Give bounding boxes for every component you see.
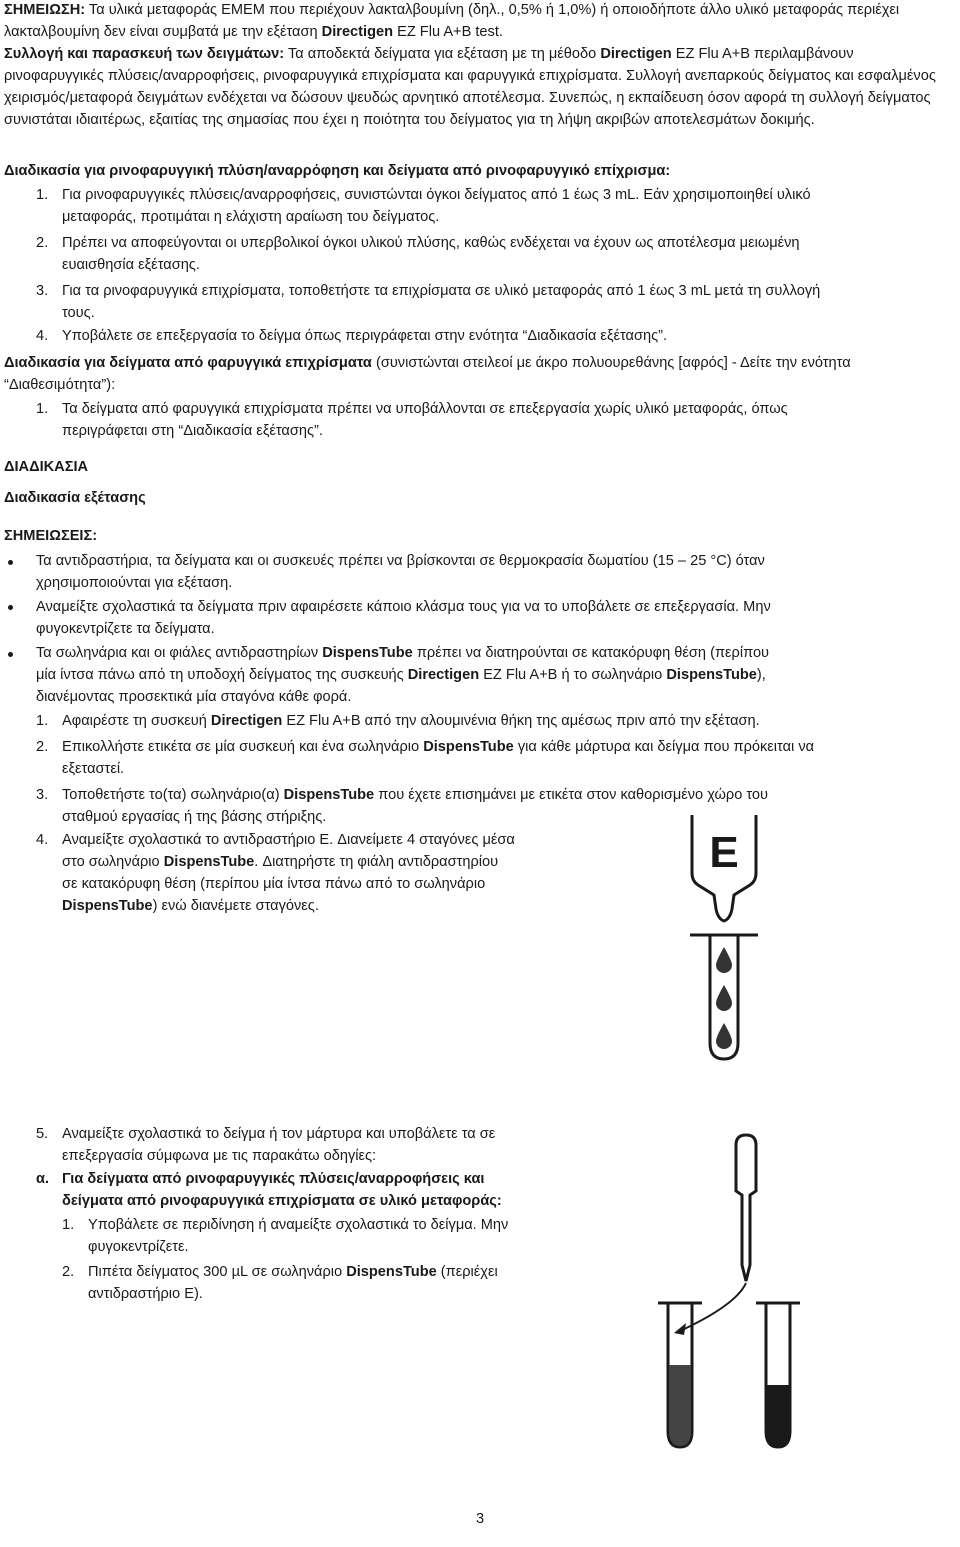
note-top [4,0,954,43]
sub-a-line2: δείγματα από ρινοφαρυγγικά επιχρίσματα σε υλικό μεταφοράς: [62,1193,502,1209]
sub-a-item-number: 1. [62,1217,75,1233]
step-4 [36,829,606,917]
step-2 [36,736,956,780]
step-2-text-d: εξεταστεί. [62,761,125,777]
step-1-text-a: Αφαιρέστε τη συσκευή [62,713,211,729]
collection-heading: Συλλογή και παρασκευή των δειγμάτων: [4,46,285,62]
step-4-text-a: Αναμείξτε σχολαστικά το αντιδραστήριο E. Διανείμετε 4 σταγόνες μέσα [62,832,515,848]
step-number: 5. [36,1126,49,1142]
sub-a-letter: α. [36,1171,50,1187]
step-number: 1. [36,713,49,729]
sub-a-line1: Για δείγματα από ρινοφαρυγγικές πλύσεις/αναρροφήσεις και [62,1171,485,1187]
sub-a-item-2-text-d: αντιδραστήριο E). [88,1286,203,1302]
step-4-dispenstube-2: DispensTube [62,898,153,914]
step-number: 3. [36,787,49,803]
sub-a-item-2 [62,1261,602,1305]
page-number: 3 [475,1511,485,1527]
np-item-2-line1: Πρέπει να αποφεύγονται οι υπερβολικοί όγκοι υλικού πλύσης, καθώς ενδέχεται να έχουν ως αποτέλεσμα μειωμένη [62,235,800,251]
bullet-icon [8,652,13,657]
note3-dispenstube-2: DispensTube [666,667,757,683]
bullet-icon [8,605,13,610]
collection-product: Directigen [600,46,672,62]
note3-text-c: πρέπει να διατηρούνται σε κατακόρυφη θέση (περίπου [412,645,770,661]
throat-item-1 [36,398,956,442]
collection-text-1: Τα αποδεκτά δείγματα για εξέταση με τη μέθοδο [284,46,601,62]
step-3 [36,784,956,828]
step-5-text-a: Αναμείξτε σχολαστικά το δείγμα ή τον μάρτυρα και υποβάλετε τα σε [62,1126,496,1142]
np-item-4 [36,325,956,347]
step-3-dispenstube: DispensTube [283,787,375,803]
note3-text-d: μία ίντσα πάνω από τη υποδοχή δείγματος της συσκευής [36,667,408,683]
step-3-text-a: Τοποθετήστε το(τα) σωληνάριο(α) [62,787,284,803]
step-5 [36,1123,606,1167]
np-item-1 [36,184,956,228]
reagent-bottle-icon [692,815,756,921]
note-item-3 [36,642,956,708]
throat-item-line1: Τα δείγματα από φαρυγγικά επιχρίσματα πρέπει να υποβάλλονται σε επεξεργασία χωρίς υλικό μεταφοράς, όπως [62,401,788,417]
reagent-label: E [709,828,739,877]
note-item-1-line1: Τα αντιδραστήρια, τα δείγματα και οι συσκευές πρέπει να βρίσκονται σε θερμοκρασία δωματίου (15 – 25 °C) όταν [36,553,765,569]
step-4-text-d: . Διατηρήστε τη φιάλη αντιδραστηρίου [254,854,499,870]
np-item-1-line2: μεταφοράς, προτιμάται η ελάχιστη αραίωση του δείγματος. [62,209,440,225]
throat-item-number: 1. [36,401,49,417]
note-top-suffix: EZ Flu A+B test. [393,24,503,40]
note-item-2-line1: Αναμείξτε σχολαστικά τα δείγματα πριν αφαιρέσετε κάποιο κλάσμα τους για να το υποβάλετε σε επεξεργασία. Μην [36,599,771,615]
sub-a-item-2-text-c: (περιέχει [436,1264,498,1280]
collection-text-2: EZ Flu A+B περιλαμβάνουν ρινοφαρυγγικές πλύσεις/αναρροφήσεις, ρινοφαρυγγικά επιχρίσματα και φαρυγγικά επιχρίσματα. Συλλογή ανεπαρκούς δείγματος και εσφαλμένος χειρισμός/μεταφορά δειγμάτων ενδέχεται να δώσουν ψευδώς αρνητικό αποτέλεσμα. Συνεπώς, η εκπαίδευση όσον αφορά τη συλλογή δείγματος συνιστάται ιδιαιτέρως, εξαιτίας της σημασίας που έχει η ποιότητα του δείγματος για τη λήψη ακριβών αποτελεσμάτων δοκιμής. [4,46,936,128]
step-3-text-c: που έχετε επισημάνει με ετικέτα στον καθορισμένο χώρο του [374,787,769,803]
np-item-number: 4. [36,328,49,344]
step-number: 2. [36,739,49,755]
sub-a-item-1-line2: φυγοκεντρίζετε. [88,1239,189,1255]
np-item-number: 3. [36,283,49,299]
note-item-2-line2: φυγοκεντρίζετε τα δείγματα. [36,621,215,637]
np-item-2-line2: ευαισθησία εξέτασης. [62,257,200,273]
note-top-product: Directigen [321,24,394,40]
step-4-text-b: στο σωληνάριο [62,854,164,870]
test-procedure-heading: Διαδικασία εξέτασης [4,490,146,506]
dispens-tube-icon [756,1303,800,1447]
throat-section [4,352,954,396]
np-item-2 [36,232,956,276]
step-number: 4. [36,832,49,848]
step-5-text-b: επεξεργασία σύμφωνα με τις παρακάτω οδηγίες: [62,1148,377,1164]
sub-a-item-1 [62,1214,602,1258]
note3-text-a: Τα σωληνάρια και οι φιάλες αντιδραστηρίων [36,645,323,661]
throat-section-heading: Διαδικασία για δείγματα από φαρυγγικά επιχρίσματα [4,355,372,371]
note3-dispenstube: DispensTube [322,645,413,661]
step-1-directigen: Directigen [210,713,283,729]
note-top-text: Τα υλικά μεταφοράς EMEM που περιέχουν λακταλβουμίνη (δηλ., 0,5% ή 1,0%) ή οποιοδήποτε άλλο υλικό μεταφοράς περιέχει λακταλβουμίνη δεν είναι συμβατά με την εξέταση [4,2,900,40]
note3-text-h: ), [756,667,766,683]
bullet-icon [8,560,13,565]
sub-a-item-1-line1: Υποβάλετε σε περιδίνηση ή αναμείξτε σχολαστικά το δείγμα. Μην [88,1217,509,1233]
collection-paragraph [4,43,954,131]
step-4-dispenstube: DispensTube [163,854,255,870]
note-item-2 [36,596,956,640]
step-4-text-g: ) ενώ διανέμετε σταγόνες. [152,898,319,914]
pipette-transfer-illustration [640,1135,820,1455]
arrow-icon [674,1283,746,1335]
step-1 [36,710,956,732]
np-item-number: 1. [36,187,49,203]
np-item-1-line1: Για ρινοφαρυγγικές πλύσεις/αναρροφήσεις, συνιστώνται όγκοι δείγματος από 1 έως 3 mL. Εάν χρησιμοποιηθεί υλικό [62,187,811,203]
notes-heading: ΣΗΜΕΙΩΣΕΙΣ: [4,528,98,544]
np-item-3 [36,280,956,324]
np-item-number: 2. [36,235,49,251]
drop-icon [716,947,732,1049]
note3-directigen: Directigen [407,667,480,683]
sub-a-heading [36,1168,606,1212]
step-1-text-c: EZ Flu A+B από την αλουμινένια θήκη της αμέσως πριν από την εξέταση. [282,713,760,729]
step-2-text-a: Επικολλήστε ετικέτα σε μία συσκευή και ένα σωληνάριο [62,739,424,755]
step-4-text-e: σε κατακόρυφη θέση (περίπου μία ίντσα πάνω από το σωληνάριο [62,876,486,892]
step-3-text-d: σταθμού εργασίας ή της βάσης στήριξης. [62,809,327,825]
step-2-text-c: για κάθε μάρτυρα και δείγμα που πρόκειται να [513,739,815,755]
np-item-3-line2: τους. [62,305,95,321]
procedure-heading: ΔΙΑΔΙΚΑΣΙΑ [4,459,89,475]
note-top-label: ΣΗΜΕΙΩΣΗ: [4,2,86,18]
pipette-icon [736,1135,756,1281]
np-item-3-line1: Για τα ρινοφαρυγγικά επιχρίσματα, τοποθετήστε τα επιχρίσματα σε υλικό μεταφοράς από 1 έως 3 mL μετά τη συλλογή [62,283,821,299]
throat-section-text: (συνιστώνται στειλεοί με άκρο πολυουρεθάνης [αφρός] - Δείτε την ενότητα “Διαθεσιμότητα”): [4,355,851,393]
note3-text-i: διανέμοντας προσεκτικά μία σταγόνα κάθε φορά. [36,689,352,705]
step-2-dispenstube: DispensTube [423,739,514,755]
note-item-1 [36,550,956,594]
throat-item-line2: περιγράφεται στη “Διαδικασία εξέτασης”. [62,423,323,439]
np-section-heading: Διαδικασία για ρινοφαρυγγική πλύση/αναρρόφηση και δείγματα από ρινοφαρυγγικό επίχρισμα: [4,163,671,179]
note-item-1-line2: χρησιμοποιούνται για εξέταση. [36,575,233,591]
sub-a-item-2-text-a: Πιπέτα δείγματος 300 µL σε σωληνάριο [88,1264,347,1280]
sub-a-item-number: 2. [62,1264,75,1280]
np-item-4-line1: Υποβάλετε σε επεξεργασία το δείγμα όπως περιγράφεται στην ενότητα “Διαδικασία εξέτασης”. [62,328,668,344]
sub-a-item-2-dispenstube: DispensTube [346,1264,437,1280]
note3-text-f: EZ Flu A+B ή το σωληνάριο [479,667,667,683]
reagent-dropping-illustration [660,815,810,1065]
